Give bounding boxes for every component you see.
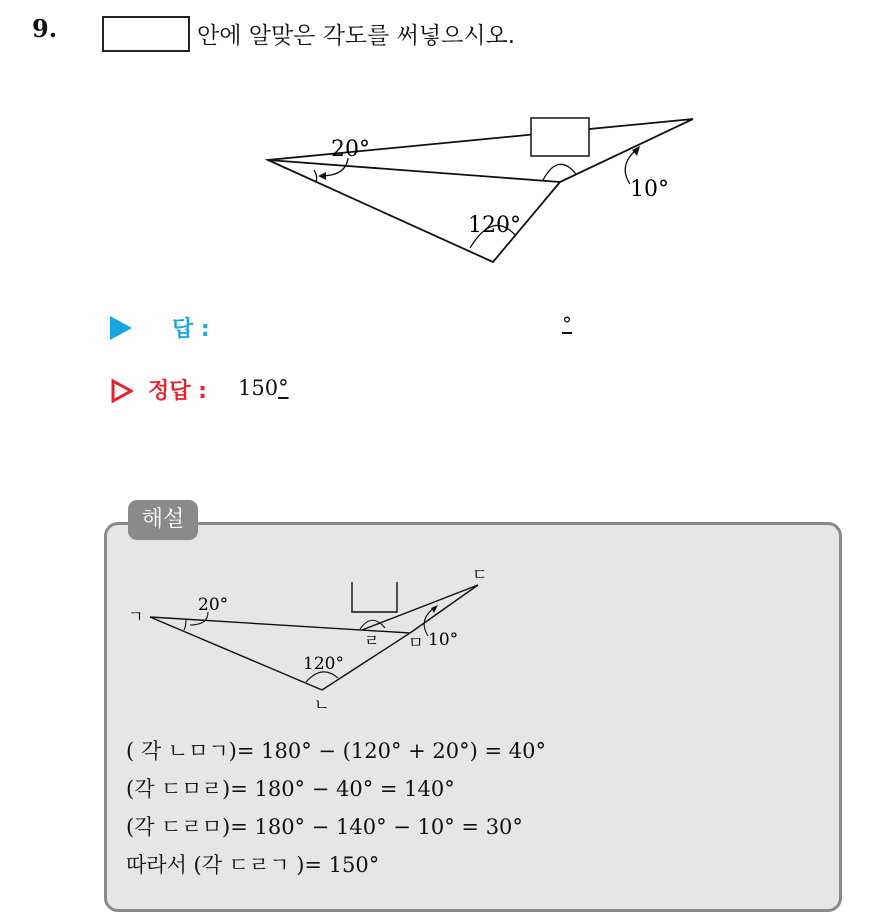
- correct-row: [110, 372, 610, 406]
- solution-tab: 해설: [128, 500, 198, 540]
- sol-label-d: ㄷ: [472, 565, 488, 584]
- answer-box: [531, 118, 589, 156]
- outline-triangle-icon: [110, 378, 134, 404]
- question-text: 안에 알맞은 각도를 써넣으시오.: [197, 23, 516, 49]
- correct-value: [238, 376, 289, 400]
- correct-label: 정답 :: [148, 379, 207, 404]
- label-120: 120°: [468, 213, 521, 238]
- sol-label-120: 120°: [303, 654, 344, 674]
- answer-row: [110, 312, 610, 346]
- sol-label-n: ㄴ: [314, 695, 330, 714]
- answer-label: 답 :: [172, 317, 210, 342]
- question-number: 9.: [32, 14, 58, 43]
- blank-box: [102, 16, 190, 52]
- angle-figure: [0, 100, 884, 400]
- answer-degree: °: [562, 312, 572, 336]
- play-icon: [110, 316, 132, 340]
- label-10: 10°: [630, 177, 669, 202]
- solution-line-4: 따라서 (각 ㄷㄹㄱ )= 150°: [126, 853, 380, 877]
- correct-number: 150: [238, 376, 279, 400]
- solution-line-3: (각 ㄷㄹㅁ)= 180° − 140° − 10° = 30°: [126, 815, 523, 839]
- label-20: 20°: [331, 137, 370, 162]
- sol-label-10: 10°: [428, 630, 459, 650]
- solution-text: [126, 732, 546, 884]
- solution-figure: [0, 560, 884, 720]
- solution-line-1: ( 각 ㄴㅁㄱ)= 180° − (120° + 20°) = 40°: [126, 739, 546, 763]
- sol-label-20: 20°: [198, 595, 229, 615]
- correct-degree: °: [278, 376, 289, 400]
- sol-label-m: ㅁ: [408, 633, 424, 652]
- sol-label-g: ㄱ: [128, 607, 144, 626]
- solution-box: [352, 582, 397, 612]
- solution-line-2: (각 ㄷㅁㄹ)= 180° − 40° = 140°: [126, 777, 455, 801]
- sol-label-r: ㄹ: [364, 631, 380, 650]
